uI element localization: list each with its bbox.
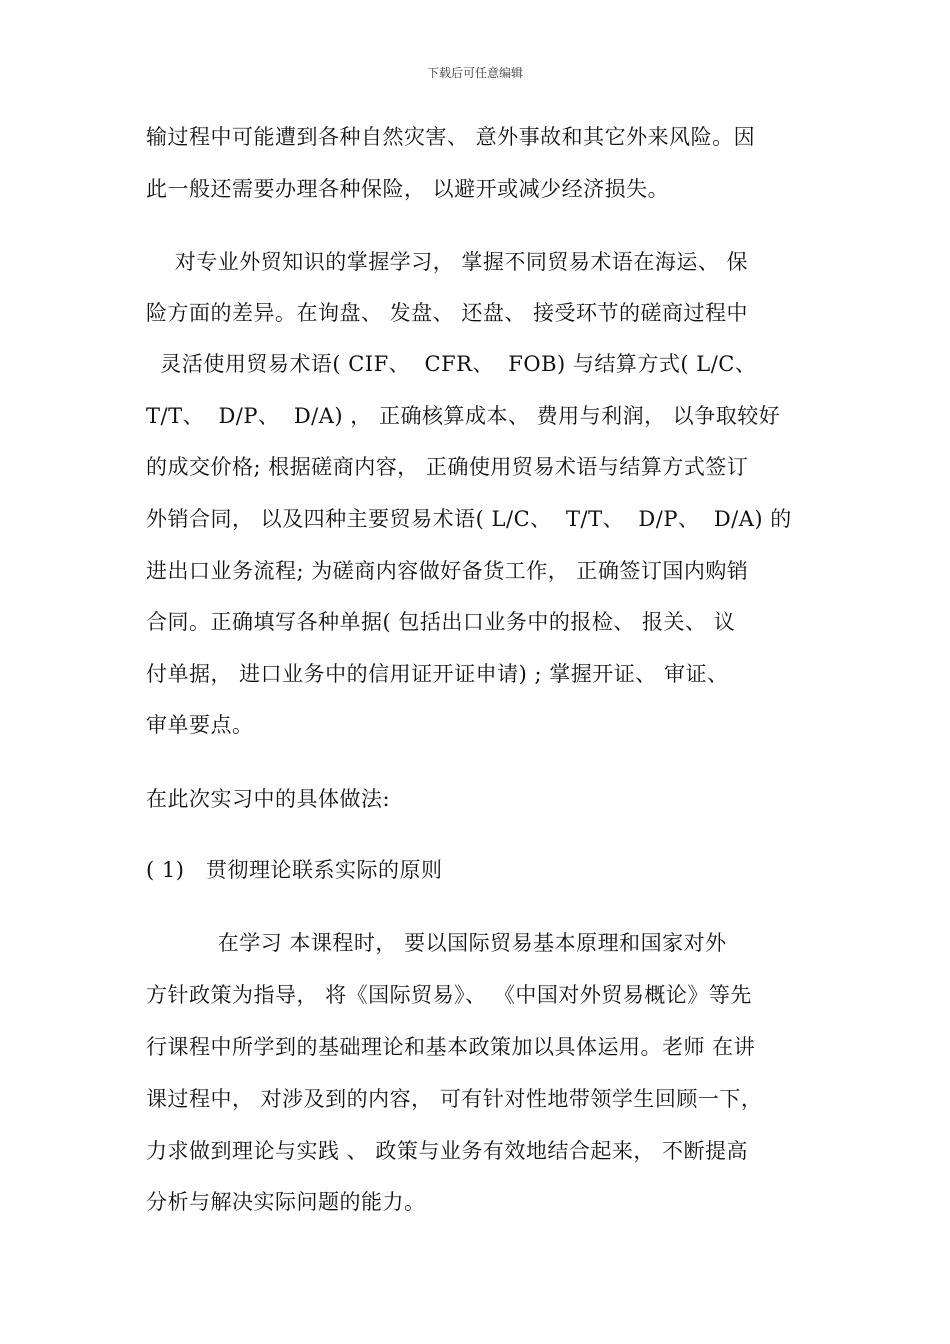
paragraph-line: 行课程中所学到的基础理论和基本政策加以具体运用。老师 在讲 [146, 1035, 756, 1059]
paragraph-line: 的成交价格; 根据磋商内容， 正确使用贸易术语与结算方式签订 [146, 455, 749, 479]
paragraph-line: 在学习 本课程时， 要以国际贸易基本原理和国家对外 [146, 931, 727, 955]
section-heading: ( 1) 贯彻理论联系实际的原则 [146, 858, 443, 882]
paragraph-line: 付单据， 进口业务中的信用证开证申请) ; 掌握开证、 审证、 [146, 662, 729, 686]
paragraph-line: 进出口业务流程; 为磋商内容做好备货工作， 正确签订国内购销 [146, 559, 749, 583]
paragraph-line: 此一般还需要办理各种保险， 以避开或减少经济损失。 [146, 177, 670, 201]
paragraph-line: T/T、 D/P、 D/A) ， 正确核算成本、 费用与利润， 以争取较好 [146, 404, 781, 428]
paragraph-line: 分析与解决实际问题的能力。 [146, 1190, 426, 1214]
paragraph-line: 课过程中， 对涉及到的内容， 可有针对性地带领学生回顾一下， [146, 1087, 763, 1111]
paragraph-line: 方针政策为指导， 将《国际贸易》、 《中国对外贸易概论》等先 [146, 983, 752, 1007]
section-intro: 在此次实习中的具体做法: [146, 787, 391, 811]
paragraph-line: 力求做到理论与实践 、 政策与业务有效地结合起来， 不断提高 [146, 1139, 749, 1163]
paragraph-line: 外销合同， 以及四种主要贸易术语( L/C、 T/T、 D/P、 D/A) 的 [146, 507, 792, 531]
paragraph-line: 险方面的差异。在询盘、 发盘、 还盘、 接受环节的磋商过程中 [146, 301, 749, 325]
page-header: 下载后可任意编辑 [426, 66, 523, 80]
paragraph-line: 输过程中可能遭到各种自然灾害、 意外事故和其它外来风险。因 [146, 125, 756, 149]
paragraph-line: 审单要点。 [146, 713, 254, 737]
paragraph-line: 灵活使用贸易术语( CIF、 CFR、 FOB) 与结算方式( L/C、 [146, 352, 757, 376]
paragraph-line: 合同。正确填写各种单据( 包括出口业务中的报检、 报关、 议 [146, 610, 736, 634]
paragraph-line: 对专业外贸知识的掌握学习， 掌握不同贸易术语在海运、 保 [146, 250, 749, 274]
